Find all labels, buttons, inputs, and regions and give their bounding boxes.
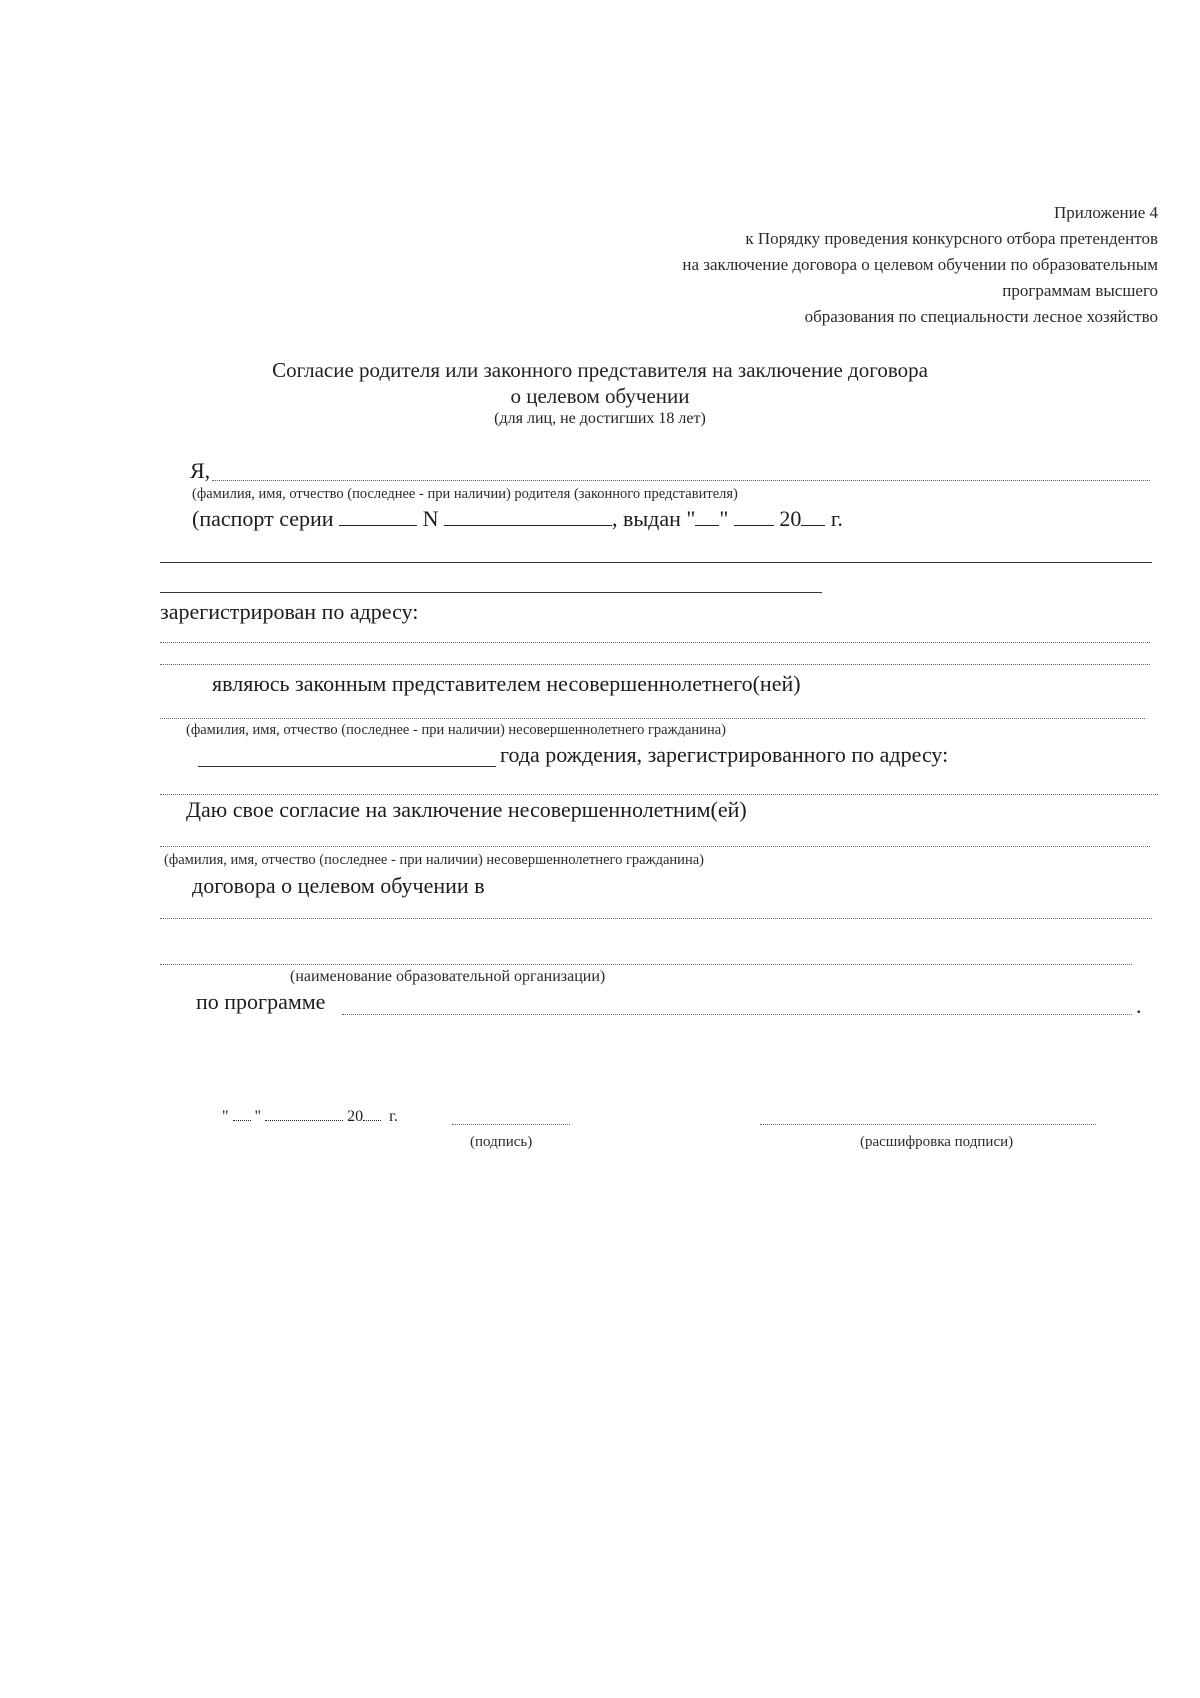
date-year-field[interactable]	[363, 1119, 381, 1121]
passport-quote: "	[719, 506, 729, 531]
passport-day-field[interactable]	[695, 524, 719, 526]
representative-statement: являюсь законным представителем несовершеннолетнего(ней)	[212, 671, 801, 696]
document-subtitle: (для лиц, не достигших 18 лет)	[494, 410, 706, 427]
caption-minor-name-2: (фамилия, имя, отчество (последнее - при наличии) несовершеннолетнего гражданина)	[164, 852, 704, 868]
issued-by-line-2[interactable]	[160, 592, 822, 593]
signature-date	[222, 1108, 398, 1126]
caption-signature: (подпись)	[470, 1134, 533, 1150]
parent-name-field[interactable]	[212, 480, 1150, 481]
passport-line	[192, 506, 843, 532]
date-g-label: г.	[389, 1108, 398, 1125]
minor-address-line[interactable]	[160, 794, 1158, 795]
date-quote-close: "	[254, 1108, 262, 1125]
passport-issued-label: , выдан "	[611, 506, 696, 531]
organization-line-1[interactable]	[160, 918, 1152, 919]
birth-registered-label: года рождения, зарегистрированного по адресу:	[500, 742, 949, 767]
minor-name-field-1[interactable]	[160, 718, 1145, 719]
issued-by-line-1[interactable]	[160, 562, 1152, 563]
document-title-line-2: о целевом обучении	[510, 384, 690, 408]
signature-decode-field[interactable]	[760, 1124, 1096, 1125]
contract-label: договора о целевом обучении в	[192, 873, 485, 898]
signature-field[interactable]	[452, 1124, 570, 1125]
passport-month-field[interactable]	[734, 524, 774, 526]
document-title: Согласие родителя или законного представителя на заключение договора	[272, 358, 928, 382]
passport-year-field[interactable]	[801, 524, 825, 526]
date-month-field[interactable]	[265, 1119, 343, 1121]
birth-year-field[interactable]	[198, 766, 496, 767]
header-line-4: программам высшего	[1002, 281, 1158, 300]
header-line-1: Приложение 4	[1054, 203, 1158, 222]
program-end-dot: .	[1136, 993, 1142, 1018]
header-line-5: образования по специальности лесное хозяйство	[804, 307, 1158, 326]
date-quote-open: "	[222, 1108, 229, 1125]
header-line-2: к Порядку проведения конкурсного отбора претендентов	[745, 229, 1158, 248]
program-label: по программе	[196, 989, 326, 1014]
date-year-label: 20	[347, 1108, 364, 1125]
caption-parent-name: (фамилия, имя, отчество (последнее - при наличии) родителя (законного представителя)	[192, 486, 738, 502]
caption-organization: (наименование образовательной организации)	[290, 968, 606, 985]
address-line-2[interactable]	[160, 664, 1150, 665]
header-line-3: на заключение договора о целевом обучении по образовательным	[682, 255, 1158, 274]
caption-signature-decode: (расшифровка подписи)	[860, 1134, 1014, 1150]
passport-series-field[interactable]	[339, 524, 417, 526]
passport-g-label: г.	[830, 506, 843, 531]
passport-year-label: 20	[779, 506, 802, 531]
passport-n-label: N	[422, 506, 439, 531]
passport-number-field[interactable]	[444, 524, 612, 526]
address-line-1[interactable]	[160, 642, 1150, 643]
ya-label: Я,	[190, 458, 211, 483]
registered-label: зарегистрирован по адресу:	[160, 599, 419, 624]
appendix-header	[682, 200, 1158, 330]
minor-name-field-2[interactable]	[160, 846, 1150, 847]
caption-minor-name-1: (фамилия, имя, отчество (последнее - при наличии) несовершеннолетнего гражданина)	[186, 722, 726, 738]
consent-statement: Даю свое согласие на заключение несовершеннолетним(ей)	[186, 797, 747, 822]
passport-prefix: (паспорт серии	[192, 506, 334, 531]
date-day-field[interactable]	[233, 1119, 251, 1121]
organization-line-2[interactable]	[160, 964, 1132, 965]
program-field[interactable]	[342, 1014, 1132, 1015]
